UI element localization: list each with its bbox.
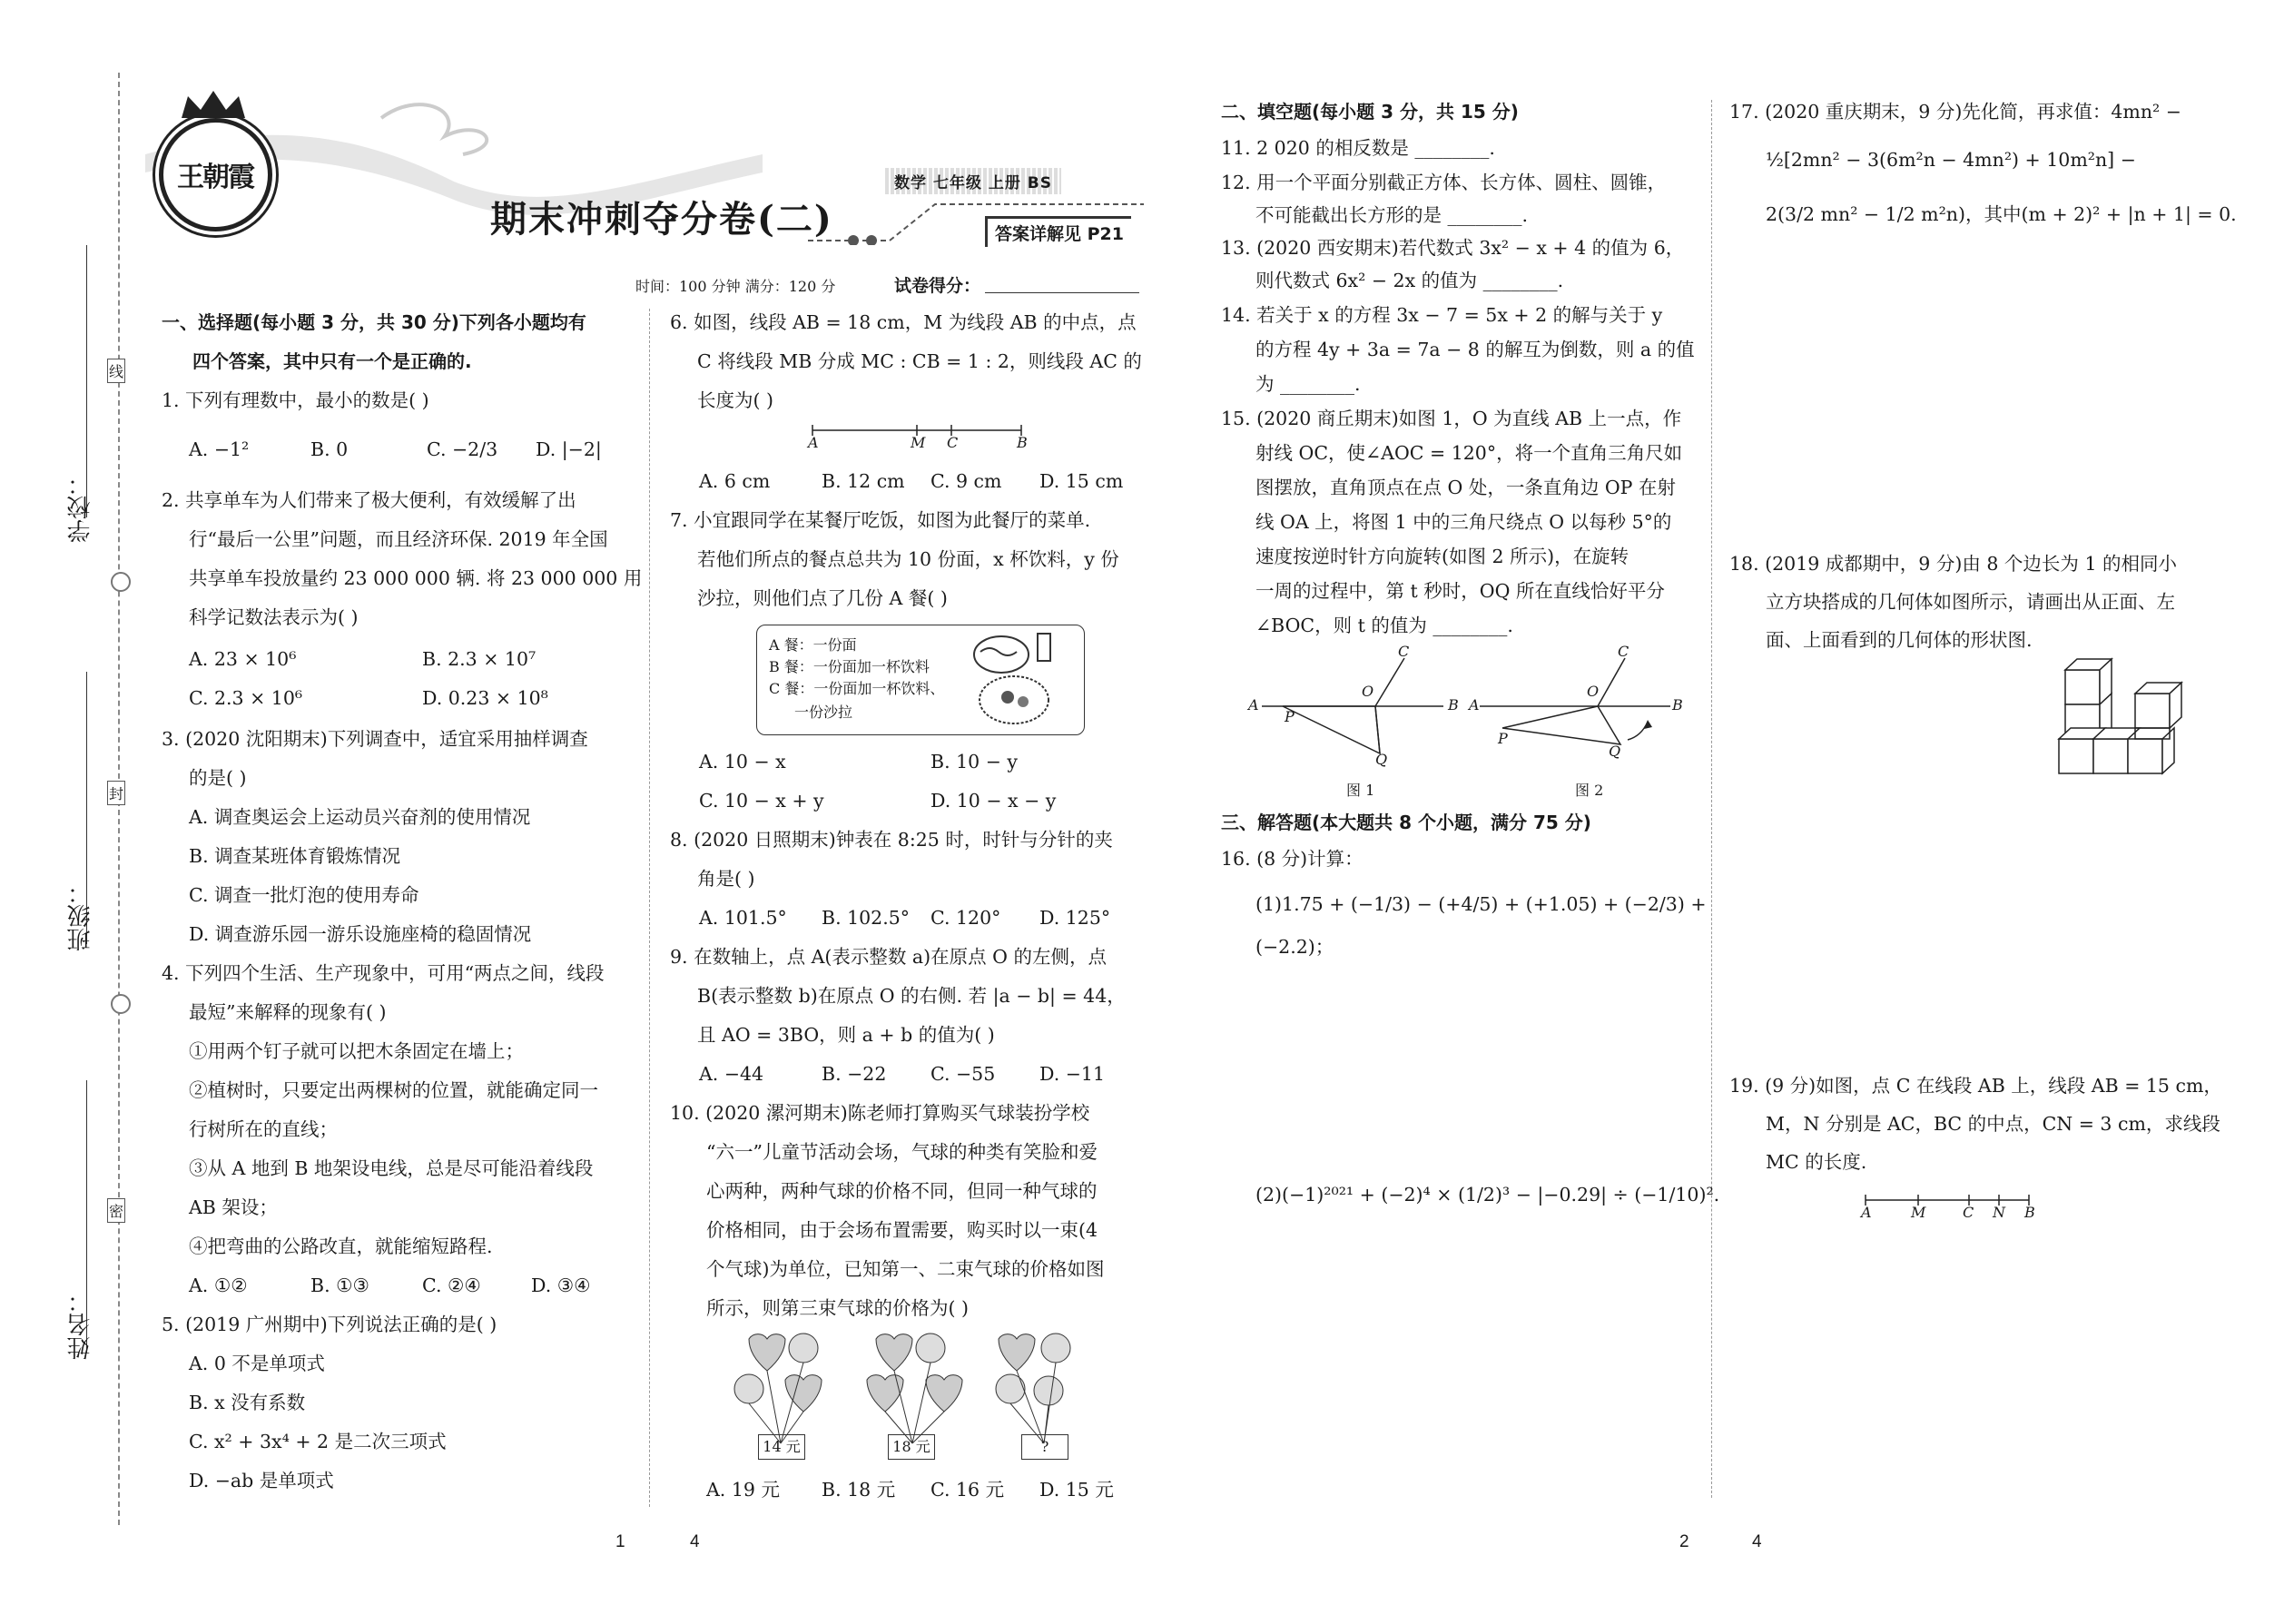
- q7-menu-line-4: 一份沙拉: [794, 704, 853, 721]
- q4-stem-7: AB 架设；: [189, 1196, 278, 1218]
- fig1-label-a: A: [1248, 696, 1259, 714]
- q8-option-b: B. 102.5°: [822, 907, 911, 929]
- q15-line-7: ∠BOC，则 t 的值为 ________.: [1255, 615, 1513, 636]
- q4-stem-6: ③从 A 地到 B 地架设电线，总是尽可能沿着线段: [189, 1157, 594, 1179]
- q10-option-b: B. 18 元: [822, 1479, 896, 1501]
- q6-option-c: C. 9 cm: [930, 470, 1002, 492]
- q7-menu-line-1: A 餐：一份面: [769, 636, 857, 654]
- subject-strip: 数学 七年级 上册 BS: [885, 168, 1061, 194]
- q15-line-1: 15. (2020 商丘期末)如图 1，O 为直线 AB 上一点，作: [1221, 408, 1682, 429]
- q8-option-c: C. 120°: [930, 907, 1001, 929]
- q9-stem-3: 且 AO = 3BO，则 a + b 的值为( ): [697, 1024, 995, 1046]
- q2-stem-1: 2. 共享单车为人们带来了极大便利，有效缓解了出: [162, 489, 576, 511]
- q2-option-c: C. 2.3 × 10⁶: [189, 687, 303, 709]
- q7-menu-line-2: B 餐：一份面加一杯饮料: [769, 658, 930, 675]
- q3-option-c: C. 调查一批灯泡的使用寿命: [189, 884, 419, 906]
- q4-stem-8: ④把弯曲的公路改直，就能缩短路程.: [189, 1235, 493, 1257]
- q2-stem-3: 共享单车投放量约 23 000 000 辆. 将 23 000 000 用: [189, 567, 643, 589]
- page-number-right-a: 2: [1679, 1532, 1689, 1551]
- q9-option-d: D. −11: [1039, 1063, 1106, 1085]
- q6-label-c: C: [947, 434, 959, 451]
- q4-stem-4: ②植树时，只要定出两棵树的位置，就能确定同一: [189, 1079, 598, 1101]
- q6-label-a: A: [808, 434, 819, 451]
- q18-cube-stack-figure: [2052, 652, 2188, 779]
- q6-stem-3: 长度为( ): [697, 389, 774, 411]
- page-number-left-b: 4: [690, 1532, 700, 1551]
- q10-option-c: C. 16 元: [930, 1479, 1005, 1501]
- q4-option-c: C. ②④: [422, 1275, 481, 1296]
- q12-line-2: 不可能截出长方形的是 ________.: [1255, 204, 1529, 226]
- q16-stem: 16. (8 分)计算：: [1221, 848, 1364, 870]
- q3-stem-2: 的是( ): [189, 767, 247, 789]
- score-underline: [985, 292, 1139, 293]
- q3-stem-1: 3. (2020 沈阳期末)下列调查中，适宜采用抽样调查: [162, 728, 588, 750]
- section1-heading-line2: 四个答案，其中只有一个是正确的.: [192, 350, 472, 372]
- q19-label-a: A: [1861, 1204, 1872, 1221]
- q1-stem: 1. 下列有理数中，最小的数是( ): [162, 389, 429, 411]
- q1-option-d: D. |−2|: [536, 438, 602, 460]
- q14-line-1: 14. 若关于 x 的方程 3x − 7 = 5x + 2 的解与关于 y: [1221, 304, 1663, 326]
- q15-figure-2: [1466, 640, 1684, 776]
- q8-option-a: A. 101.5°: [699, 907, 787, 929]
- q7-stem-1: 7. 小宜跟同学在某餐厅吃饭，如图为此餐厅的菜单.: [670, 509, 1091, 531]
- q15-figure-1: [1248, 640, 1457, 776]
- q15-line-4: 线 OA 上，将图 1 中的三角尺绕点 O 以每秒 5°的: [1255, 511, 1672, 533]
- q17-line-2: ½[2mn² − 3(6m²n − 4mn²) + 10m²n] −: [1766, 149, 2136, 171]
- fig2-label-c: C: [1618, 643, 1629, 660]
- q5-option-d: D. −ab 是单项式: [189, 1470, 334, 1491]
- page-number-right-b: 4: [1752, 1532, 1762, 1551]
- score-label: 试卷得分：: [894, 276, 981, 296]
- q16-part1: (1)1.75 + (−1/3) − (+4/5) + (+1.05) + (−2/3) +: [1255, 893, 1707, 915]
- q2-option-d: D. 0.23 × 10⁸: [422, 687, 548, 709]
- q10-stem-2: “六一”儿童节活动会场，气球的种类有笑脸和爱: [706, 1141, 1098, 1163]
- q8-option-d: D. 125°: [1039, 907, 1111, 929]
- section2-heading: 二、填空题(每小题 3 分，共 15 分): [1221, 101, 1519, 123]
- q19-label-n: N: [1993, 1204, 2005, 1221]
- q2-stem-2: 行“最后一公里”问题，而且经济环保. 2019 年全国: [189, 528, 608, 550]
- fig1-label-o: O: [1362, 683, 1374, 700]
- q17-line-3: 2(3/2 mn² − 1/2 m²n)，其中(m + 2)² + |n + 1| = 0.: [1766, 203, 2237, 225]
- q1-option-c: C. −2/3: [427, 438, 498, 460]
- q2-option-b: B. 2.3 × 10⁷: [422, 648, 537, 670]
- q7-stem-2: 若他们所点的餐点总共为 10 份面，x 杯饮料，y 份: [697, 548, 1119, 570]
- q15-line-5: 速度按逆时针方向旋转(如图 2 所示)，在旋转: [1255, 546, 1629, 567]
- q15-line-6: 一周的过程中，第 t 秒时，OQ 所在直线恰好平分: [1255, 580, 1665, 602]
- q9-option-b: B. −22: [822, 1063, 887, 1085]
- q2-stem-4: 科学记数法表示为( ): [189, 606, 359, 628]
- q10-option-a: A. 19 元: [706, 1479, 780, 1501]
- answer-reference: 答案详解见 P21: [985, 216, 1131, 247]
- q9-stem-2: B(表示整数 b)在原点 O 的右侧. 若 |a − b| = 44，: [697, 985, 1126, 1007]
- q7-stem-3: 沙拉，则他们点了几份 A 餐( ): [697, 587, 948, 609]
- q8-stem-1: 8. (2020 日照期末)钟表在 8:25 时，时针与分针的夹: [670, 829, 1113, 851]
- column-divider: [1711, 100, 1712, 1498]
- q2-option-a: A. 23 × 10⁶: [189, 648, 297, 670]
- fig2-label-q: Q: [1609, 743, 1621, 760]
- fig1-label-q: Q: [1375, 751, 1388, 768]
- seal-mark-1: 线: [107, 359, 125, 383]
- q6-label-b: B: [1017, 434, 1028, 451]
- seal-mark-2: 封: [107, 781, 125, 805]
- q15-line-2: 射线 OC，使∠AOC = 120°，将一个直角三角尺如: [1255, 442, 1683, 464]
- q17-line-1: 17. (2020 重庆期末，9 分)先化简，再求值：4mn² −: [1729, 101, 2181, 123]
- q16-part2: (2)(−1)²⁰²¹ + (−2)⁴ × (1/2)³ − |−0.29| ÷ (−1/10)².: [1255, 1184, 1720, 1206]
- fig2-label-a: A: [1469, 696, 1480, 714]
- q10-option-d: D. 15 元: [1039, 1479, 1114, 1501]
- q15-line-3: 图摆放，直角顶点在点 O 处，一条直角边 OP 在射: [1255, 477, 1676, 498]
- q7-option-c: C. 10 − x + y: [699, 790, 824, 812]
- q3-option-d: D. 调查游乐园一游乐设施座椅的稳固情况: [189, 923, 532, 945]
- q8-stem-2: 角是( ): [697, 868, 755, 890]
- q16-part1-cont: (−2.2)；: [1255, 936, 1334, 958]
- fig2-label-p: P: [1498, 730, 1508, 747]
- q5-stem: 5. (2019 广州期中)下列说法正确的是( ): [162, 1314, 497, 1335]
- q4-option-b: B. ①③: [310, 1275, 369, 1296]
- q6-option-a: A. 6 cm: [699, 470, 771, 492]
- section1-heading: 一、选择题(每小题 3 分，共 30 分)下列各小题均有: [162, 311, 586, 333]
- q7-menu-line-3: C 餐：一份面加一杯饮料、: [769, 680, 945, 697]
- q5-option-a: A. 0 不是单项式: [189, 1353, 325, 1374]
- fig1-caption: 图 1: [1346, 782, 1375, 799]
- q4-option-a: A. ①②: [189, 1275, 248, 1296]
- q7-option-d: D. 10 − x − y: [930, 790, 1057, 812]
- q1-option-a: A. −1²: [189, 438, 250, 460]
- q19-line-2: M，N 分别是 AC，BC 的中点，CN = 3 cm，求线段: [1766, 1113, 2220, 1135]
- seal-mark-3: 密: [107, 1198, 125, 1223]
- q19-label-m: M: [1911, 1204, 1926, 1221]
- fig1-label-p: P: [1285, 708, 1295, 725]
- class-label: 班级：: [67, 881, 94, 951]
- binding-hole-icon: [111, 572, 131, 592]
- q18-line-2: 立方块搭成的几何体如图所示，请画出从正面、左: [1766, 591, 2175, 613]
- section3-heading: 三、解答题(本大题共 8 个小题，满分 75 分): [1221, 812, 1591, 833]
- q4-stem-3: ①用两个钉子就可以把木条固定在墙上；: [189, 1040, 524, 1062]
- page-number-left-a: 1: [615, 1532, 625, 1551]
- q5-option-c: C. x² + 3x⁴ + 2 是二次三项式: [189, 1431, 447, 1452]
- q10-stem-6: 所示，则第三束气球的价格为( ): [706, 1297, 970, 1319]
- logo-text: 王朝霞: [177, 162, 253, 193]
- q5-option-b: B. x 没有系数: [189, 1392, 306, 1413]
- column-divider: [649, 309, 650, 1507]
- q6-label-m: M: [911, 434, 926, 451]
- q14-line-3: 为 ________.: [1255, 373, 1361, 395]
- q4-stem-1: 4. 下列四个生活、生产现象中，可用“两点之间，线段: [162, 962, 605, 984]
- fig2-label-o: O: [1587, 683, 1600, 700]
- q9-option-a: A. −44: [699, 1063, 764, 1085]
- q10-stem-1: 10. (2020 漯河期末)陈老师打算购买气球装扮学校: [670, 1102, 1090, 1124]
- q1-option-b: B. 0: [310, 438, 349, 460]
- balloon-price-box-3: ?: [1021, 1434, 1068, 1460]
- q6-stem-2: C 将线段 MB 分成 MC : CB = 1 : 2，则线段 AC 的: [697, 350, 1142, 372]
- binding-hole-icon: [111, 994, 131, 1014]
- q12-line-1: 12. 用一个平面分别截正方体、长方体、圆柱、圆锥，: [1221, 172, 1667, 193]
- q19-label-c: C: [1963, 1204, 1974, 1221]
- q3-option-b: B. 调查某班体育锻炼情况: [189, 845, 401, 867]
- fig2-caption: 图 2: [1575, 782, 1604, 799]
- q9-option-c: C. −55: [930, 1063, 996, 1085]
- q4-stem-2: 最短”来解释的现象有( ): [189, 1001, 387, 1023]
- q19-line-1: 19. (9 分)如图，点 C 在线段 AB 上，线段 AB = 15 cm，: [1729, 1075, 2222, 1097]
- q19-segment-figure: [1856, 1189, 2038, 1216]
- school-label: 学校：: [67, 472, 94, 543]
- q4-option-d: D. ③④: [531, 1275, 591, 1296]
- q14-line-2: 的方程 4y + 3a = 7a − 8 的解互为倒数，则 a 的值: [1255, 339, 1695, 360]
- q18-line-3: 面、上面看到的几何体的形状图.: [1766, 629, 2033, 651]
- balloon-price-box-2: 18 元: [888, 1434, 935, 1460]
- q19-line-3: MC 的长度.: [1766, 1151, 1867, 1173]
- balloon-price-box-1: 14 元: [758, 1434, 805, 1460]
- q6-option-d: D. 15 cm: [1039, 470, 1124, 492]
- q11: 11. 2 020 的相反数是 ________.: [1221, 137, 1495, 159]
- q19-label-b: B: [2024, 1204, 2035, 1221]
- q4-stem-5: 行树所在的直线；: [189, 1118, 338, 1140]
- noodle-bowl-icon: [958, 629, 1076, 729]
- fig2-label-b: B: [1672, 696, 1683, 714]
- exam-meta: 时间：100 分钟 满分：120 分: [635, 278, 836, 295]
- fig1-label-c: C: [1398, 643, 1410, 660]
- q7-option-b: B. 10 − y: [930, 751, 1018, 773]
- q13-line-1: 13. (2020 西安期末)若代数式 3x² − x + 4 的值为 6，: [1221, 237, 1685, 259]
- q10-stem-4: 价格相同，由于会场布置需要，购买时以一束(4: [706, 1219, 1098, 1241]
- q3-option-a: A. 调查奥运会上运动员兴奋剂的使用情况: [189, 806, 531, 828]
- q6-option-b: B. 12 cm: [822, 470, 905, 492]
- q13-line-2: 则代数式 6x² − 2x 的值为 ________.: [1255, 270, 1564, 291]
- q9-stem-1: 9. 在数轴上，点 A(表示整数 a)在原点 O 的左侧，点: [670, 946, 1107, 968]
- fig1-label-b: B: [1448, 696, 1459, 714]
- q7-option-a: A. 10 − x: [699, 751, 786, 773]
- q10-stem-3: 心两种，两种气球的价格不同，但同一种气球的: [706, 1180, 1098, 1202]
- q18-line-1: 18. (2019 成都期中，9 分)由 8 个边长为 1 的相同小: [1729, 553, 2178, 575]
- q10-stem-5: 个气球)为单位，已知第一、二束气球的价格如图: [706, 1258, 1105, 1280]
- q6-stem-1: 6. 如图，线段 AB = 18 cm，M 为线段 AB 的中点，点: [670, 311, 1137, 333]
- exam-title: 期末冲刺夺分卷(二): [490, 198, 833, 241]
- name-label: 姓名：: [67, 1289, 94, 1360]
